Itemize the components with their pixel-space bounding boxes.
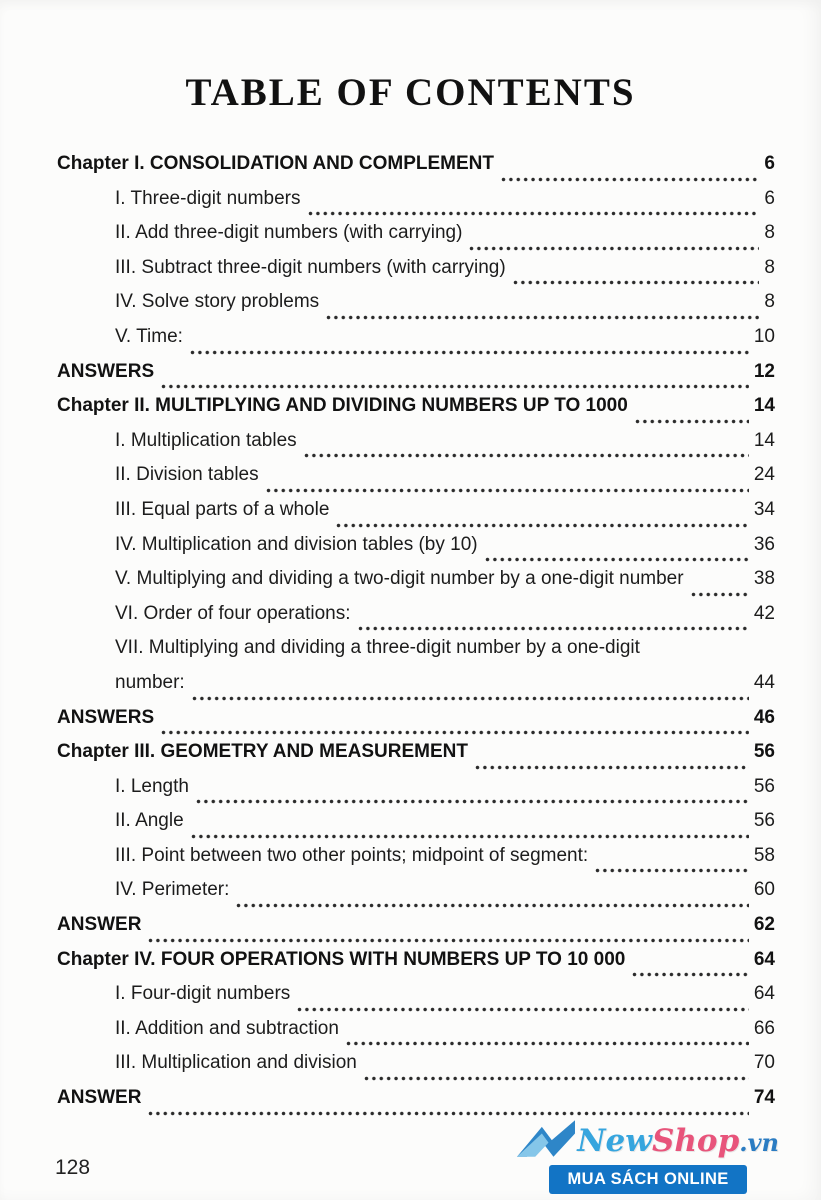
- toc-entry: [57, 1087, 775, 1122]
- toc-entry: [57, 983, 775, 1018]
- dot-leader: [196, 799, 749, 804]
- toc-entry-page: 64: [753, 948, 775, 970]
- toc-entry: [57, 326, 775, 361]
- toc-entry-page: 62: [753, 914, 775, 936]
- toc-entry-page: 24: [753, 464, 775, 486]
- toc-entry-label: IV. Solve story problems: [115, 291, 320, 313]
- toc-entry-page: 12: [753, 360, 775, 382]
- toc-entry-page: 56: [753, 810, 775, 832]
- toc-entry-page: 6: [764, 187, 775, 209]
- toc-entry-page: 8: [764, 222, 775, 244]
- toc-entry-label: I. Multiplication tables: [115, 429, 297, 451]
- dot-leader: [346, 1041, 749, 1046]
- toc-entry-label: VII. Multiplying and dividing a three-digit number by a one-digit: [115, 637, 640, 659]
- dot-leader: [148, 1111, 748, 1116]
- toc-entry-label: II. Division tables: [115, 464, 259, 486]
- newshop-logo: [517, 1120, 779, 1194]
- toc-entry-page: 70: [753, 1052, 775, 1074]
- toc-entry-page: 34: [753, 498, 775, 520]
- toc-entry: [57, 845, 775, 880]
- toc-entry-label: III. Equal parts of a whole: [115, 498, 330, 520]
- toc-entry-label: I. Three-digit numbers: [115, 187, 301, 209]
- toc-entry-label: II. Add three-digit numbers (with carrying): [115, 222, 463, 244]
- toc-entry: [57, 949, 775, 984]
- toc-entry: [57, 707, 775, 742]
- logo-word-shop: Shop: [651, 1122, 740, 1159]
- dot-leader: [266, 488, 749, 493]
- toc-entry-label: V. Time:: [115, 325, 183, 347]
- toc-entry-label: ANSWER: [57, 1087, 142, 1109]
- toc-entry: [57, 361, 775, 396]
- toc-entry-label: Chapter II. MULTIPLYING AND DIVIDING NUMBERS UP TO 1000: [57, 395, 628, 417]
- toc-entry: [57, 1052, 775, 1087]
- toc-entry-page: 64: [753, 983, 775, 1005]
- toc-entry: [57, 464, 775, 499]
- dot-leader: [326, 315, 759, 320]
- dot-leader: [191, 834, 749, 839]
- toc-entry: [57, 430, 775, 465]
- toc-entry-label: VI. Order of four operations:: [115, 602, 351, 624]
- toc-entry-page: 46: [753, 706, 775, 728]
- dot-leader: [632, 972, 749, 977]
- toc-entry-page: 42: [753, 602, 775, 624]
- dot-leader: [691, 592, 749, 597]
- toc-entry-page: 10: [753, 325, 775, 347]
- dot-leader: [336, 523, 748, 528]
- dot-leader: [297, 1007, 749, 1012]
- newshop-swoosh-icon: [517, 1120, 575, 1162]
- toc-entry-label: Chapter III. GEOMETRY AND MEASUREMENT: [57, 741, 468, 763]
- dot-leader: [595, 868, 749, 873]
- toc-entry-page: 74: [753, 1087, 775, 1109]
- dot-leader: [364, 1076, 749, 1081]
- dot-leader: [190, 350, 749, 355]
- toc-entry-label: ANSWERS: [57, 706, 155, 728]
- logo-word-new: New: [577, 1122, 652, 1159]
- toc-entry: [57, 534, 775, 569]
- toc-entry-page: 8: [764, 256, 775, 278]
- toc-entry-page: 66: [753, 1017, 775, 1039]
- toc-entry: [57, 395, 775, 430]
- toc-entry-page: 44: [753, 671, 775, 693]
- toc-entry-label: ANSWERS: [57, 360, 155, 382]
- newshop-logo-top: [517, 1120, 779, 1162]
- dot-leader: [148, 938, 748, 943]
- toc-entry: [57, 188, 775, 223]
- logo-banner: MUA SÁCH ONLINE: [549, 1165, 746, 1194]
- toc-entry-label: III. Point between two other points; midpoint of segment:: [115, 844, 589, 866]
- newshop-logo-text: [577, 1122, 779, 1159]
- toc-entry-page: 60: [753, 879, 775, 901]
- toc-entry-label: II. Addition and subtraction: [115, 1017, 339, 1039]
- toc-entry-page: 8: [764, 291, 775, 313]
- toc-entry: [57, 222, 775, 257]
- toc-entry-label: III. Multiplication and division: [115, 1052, 357, 1074]
- toc-entry-label: III. Subtract three-digit numbers (with carrying): [115, 256, 506, 278]
- dot-leader: [469, 246, 759, 251]
- book-page-number: 128: [55, 1156, 91, 1179]
- logo-word-vn: .vn: [739, 1127, 779, 1157]
- toc-entry: [57, 1018, 775, 1053]
- toc-entry: [57, 914, 775, 949]
- toc-entry-label: IV. Perimeter:: [115, 879, 230, 901]
- toc-entry: [57, 291, 775, 326]
- toc-entry-label: number:: [115, 671, 185, 693]
- dot-leader: [485, 557, 749, 562]
- dot-leader: [308, 211, 760, 216]
- toc-entry-page: 14: [753, 429, 775, 451]
- toc-entry: [57, 153, 775, 188]
- toc-entry-label: I. Length: [115, 775, 189, 797]
- toc-entry-page: 14: [753, 395, 775, 417]
- toc-entry-label: Chapter IV. FOUR OPERATIONS WITH NUMBERS UP TO 10 000: [57, 948, 626, 970]
- toc-entry-label: IV. Multiplication and division tables (by 10): [115, 533, 478, 555]
- toc-entry: [57, 568, 775, 603]
- dot-leader: [501, 177, 759, 182]
- toc-entry-label: I. Four-digit numbers: [115, 983, 291, 1005]
- toc-entry: [57, 637, 775, 672]
- dot-leader: [161, 730, 749, 735]
- toc-entry: [57, 672, 775, 707]
- toc-entry-page: 56: [753, 775, 775, 797]
- toc-entry-page: 56: [753, 741, 775, 763]
- toc-entry: [57, 741, 775, 776]
- toc-entry-page: 36: [753, 533, 775, 555]
- toc-entry: [57, 879, 775, 914]
- dot-leader: [192, 696, 749, 701]
- toc-entry: [57, 603, 775, 638]
- toc-entry: [57, 810, 775, 845]
- dot-leader: [475, 765, 749, 770]
- toc-entry-label: Chapter I. CONSOLIDATION AND COMPLEMENT: [57, 153, 494, 174]
- toc-entry: [57, 499, 775, 534]
- toc-entry-page: 58: [753, 844, 775, 866]
- table-of-contents: [57, 153, 775, 1122]
- dot-leader: [161, 384, 749, 389]
- toc-entry-page: 38: [753, 568, 775, 590]
- dot-leader: [304, 453, 749, 458]
- dot-leader: [236, 903, 748, 908]
- dot-leader: [513, 280, 760, 285]
- toc-entry-label: II. Angle: [115, 810, 184, 832]
- toc-entry: [57, 776, 775, 811]
- dot-leader: [358, 626, 749, 631]
- page-title: TABLE OF CONTENTS: [185, 71, 636, 114]
- dot-leader: [635, 419, 749, 424]
- toc-entry-label: V. Multiplying and dividing a two-digit number by a one-digit number: [115, 568, 684, 590]
- toc-entry: [57, 257, 775, 292]
- toc-entry-page: 6: [764, 153, 775, 174]
- toc-entry-label: ANSWER: [57, 914, 142, 936]
